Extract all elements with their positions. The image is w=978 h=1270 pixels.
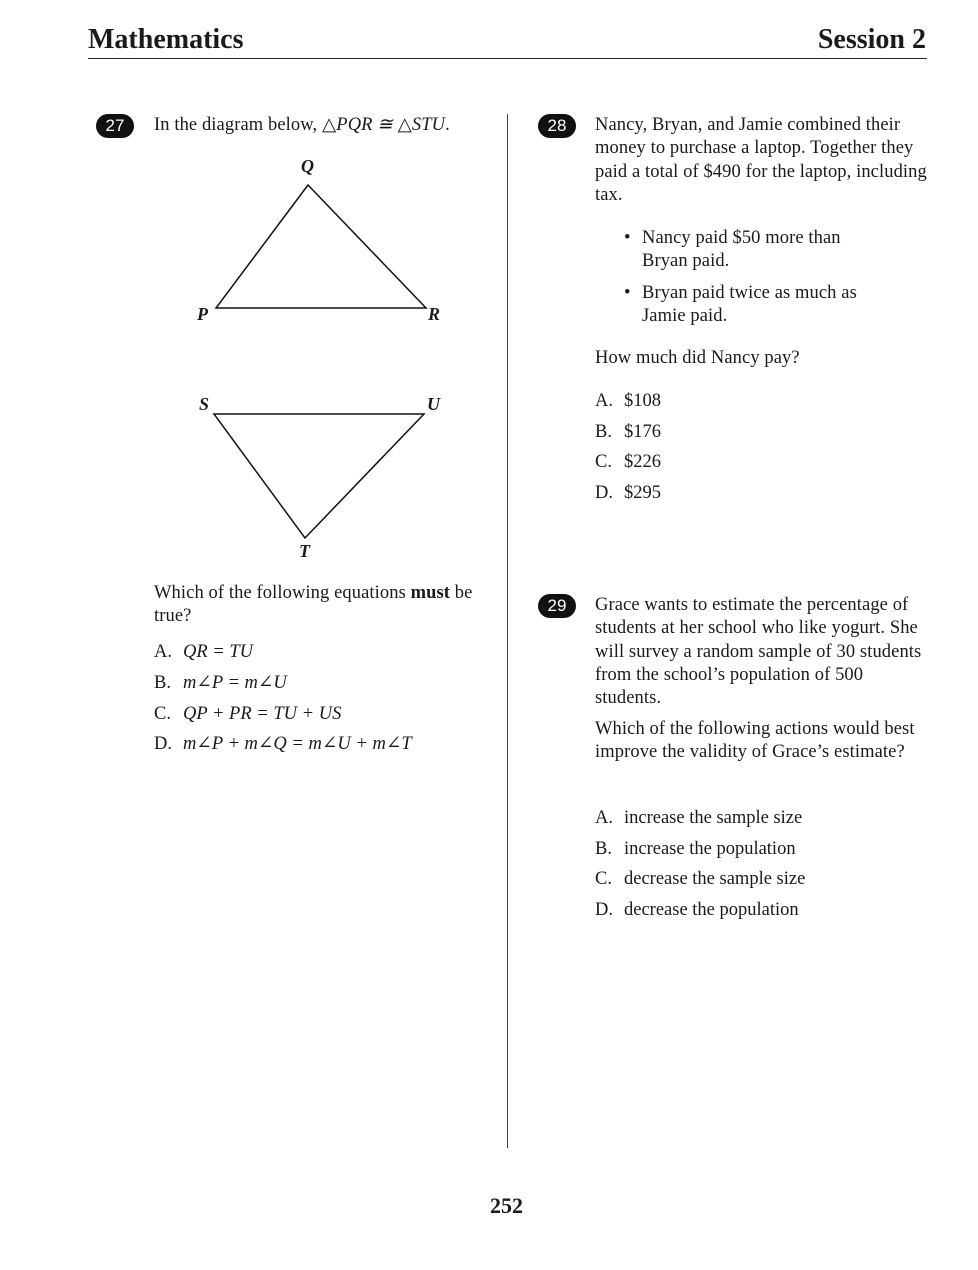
question-28-prompt: How much did Nancy pay? [595,348,800,368]
subject-title: Mathematics [88,24,244,55]
answer-option-a[interactable]: A. $108 [595,391,661,411]
answer-option-d[interactable]: D. $295 [595,483,661,503]
column-divider [507,114,508,1148]
triangles-diagram [150,150,490,570]
stem-suffix: . [445,115,450,135]
vertex-label-u: U [427,394,440,414]
answer-option-d[interactable]: D. m∠P + m∠Q = m∠U + m∠T [154,734,412,754]
answer-option-b[interactable]: B. increase the population [595,839,796,859]
triangle-pqr [216,185,426,308]
answer-option-a[interactable]: A. increase the sample size [595,808,803,828]
question-27-stem [154,114,494,137]
session-title: Session 2 [817,24,926,55]
question-number-badge: 28 [538,114,576,138]
question-28-stem: Nancy, Bryan, and Jamie combined their money to purchase a laptop. Together they paid a total of $490 for the laptop, including tax. [595,115,927,205]
congruence-statement: △PQR ≅ △STU [321,115,446,135]
header-divider [88,58,927,59]
triangle-stu [214,414,424,538]
question-27-prompt: Which of the following equations must be true? [154,583,473,627]
condition-item: • Bryan paid twice as much as Jamie paid. [624,282,879,329]
question-28-conditions [624,227,879,328]
vertex-label-p: P [197,304,208,324]
condition-item: • Nancy paid $50 more than Bryan paid. [624,227,879,274]
answer-option-b[interactable]: B. m∠P = m∠U [154,673,287,693]
answer-option-c[interactable]: C. QP + PR = TU + US [154,704,342,724]
emphasis-must: must [410,583,451,603]
question-number-badge: 27 [96,114,134,138]
vertex-label-q: Q [301,156,314,176]
question-number-badge: 29 [538,594,576,618]
answer-option-c[interactable]: C. $226 [595,452,661,472]
answer-option-d[interactable]: D. decrease the population [595,900,799,920]
question-29-prompt: Which of the following actions would best improve the validity of Grace’s estimate? [595,719,915,763]
answer-option-a[interactable]: A. QR = TU [154,642,254,662]
stem-prefix: In the diagram below, [154,115,322,135]
vertex-label-s: S [199,394,210,414]
vertex-label-r: R [428,304,441,324]
question-29-stem: Grace wants to estimate the percentage of students at her school who like yogurt. She will survey a random sample of 30 students from the school’s population of 500 students. [595,595,922,709]
answer-option-c[interactable]: C. decrease the sample size [595,869,806,889]
answer-option-b[interactable]: B. $176 [595,422,661,442]
page-number: 252 [490,1193,523,1218]
vertex-label-t: T [299,541,310,561]
